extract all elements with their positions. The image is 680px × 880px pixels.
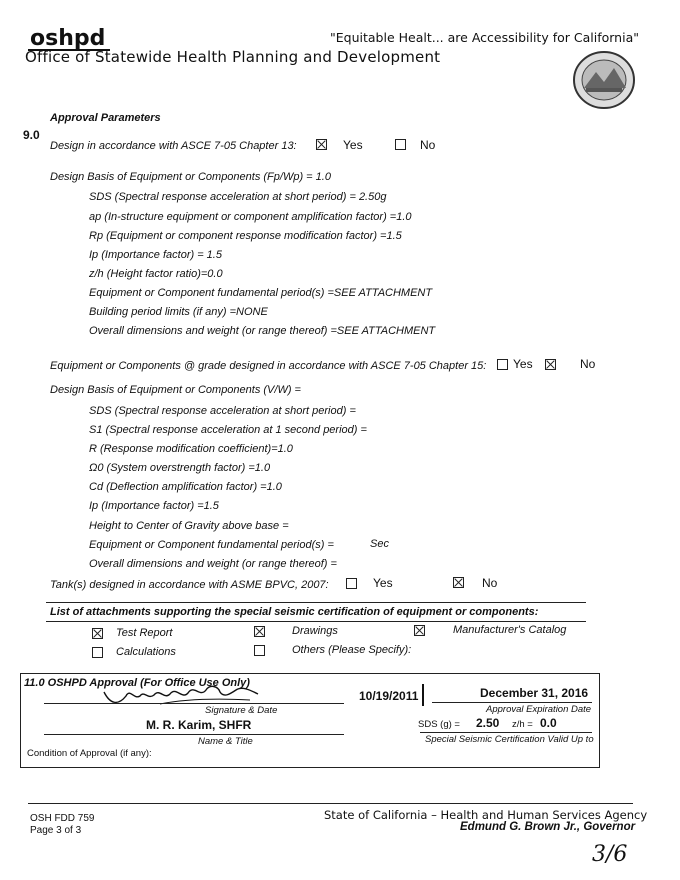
param-item: Rp (Equipment or component response modification factor) =1.5 (89, 230, 402, 242)
param-item: SDS (Spectral response acceleration at short period) = 2.50g (89, 191, 387, 203)
date-divider (422, 684, 424, 706)
vw-item: Overall dimensions and weight (or range thereof) = (89, 558, 337, 570)
catalog-label: Manufacturer's Catalog (453, 624, 567, 636)
vw-line: Design Basis of Equipment or Components (V/W) = (50, 384, 301, 396)
vw-item: S1 (Spectral response acceleration at 1 second period) = (89, 424, 367, 436)
vw-item: Equipment or Component fundamental period(s) = (89, 539, 334, 551)
tank-no-label: No (482, 576, 498, 590)
agency-name: State of California – Health and Human Services Agency (324, 808, 648, 822)
ch13-label: Design in accordance with ASCE 7-05 Chapter 13: (50, 140, 297, 152)
others-label: Others (Please Specify): (292, 644, 412, 656)
vw-item: Height to Center of Gravity above base = (89, 520, 289, 532)
vw-item: Ω0 (System overstrength factor) =1.0 (89, 462, 271, 474)
ch15-label: Equipment or Components @ grade designed in accordance with ASCE 7-05 Chapter 15: (50, 360, 487, 372)
drawings-label: Drawings (292, 625, 338, 637)
vw-item: Ip (Importance factor) =1.5 (89, 500, 219, 512)
section-number: 9.0 (23, 128, 40, 142)
tank-yes-checkbox[interactable] (346, 578, 357, 589)
drawings-checkbox[interactable] (254, 626, 265, 637)
signature-date-label: Signature & Date (205, 705, 278, 716)
tank-no-checkbox[interactable] (453, 577, 464, 588)
ch15-no-label: No (580, 357, 596, 371)
valid-rule (420, 732, 592, 733)
zh-label: z/h = (512, 719, 533, 730)
office-title: Office of Statewide Health Planning and Development (25, 48, 441, 66)
ch13-no-checkbox[interactable] (395, 139, 406, 150)
footer-rule (28, 803, 633, 804)
name-title-label: Name & Title (198, 736, 253, 747)
param-item: Equipment or Component fundamental period(s) =SEE ATTACHMENT (89, 287, 433, 299)
oshpd-approval-heading: 11.0 OSHPD Approval (For Office Use Only) (24, 677, 250, 689)
vw-item: R (Response modification coefficient)=1.0 (89, 443, 293, 455)
handwritten-page: 3/6 (592, 842, 628, 867)
sds-value: 2.50 (476, 716, 500, 730)
attachments-heading-rule (46, 621, 586, 622)
others-checkbox[interactable] (254, 645, 265, 656)
signature-rule (44, 703, 344, 704)
basis-line: Design Basis of Equipment or Components (Fp/Wp) = 1.0 (50, 171, 331, 183)
governor-name: Edmund G. Brown Jr., Governor (460, 821, 636, 833)
page-number: Page 3 of 3 (30, 825, 82, 836)
test-report-checkbox[interactable] (92, 628, 103, 639)
test-report-label: Test Report (116, 627, 173, 639)
attachments-top-rule (46, 602, 586, 603)
vw-item: Cd (Deflection amplification factor) =1.0 (89, 481, 282, 493)
name-rule (44, 734, 344, 735)
catalog-checkbox[interactable] (414, 625, 425, 636)
expiration-label: Approval Expiration Date (486, 704, 592, 715)
ch15-no-checkbox[interactable] (545, 359, 556, 370)
param-item: Overall dimensions and weight (or range thereof) =SEE ATTACHMENT (89, 325, 436, 337)
ch13-no-label: No (420, 138, 436, 152)
tank-label: Tank(s) designed in accordance with ASME BPVC, 2007: (50, 579, 329, 591)
ch15-yes-label: Yes (513, 357, 533, 371)
approval-parameters-heading: Approval Parameters (50, 112, 161, 124)
attachments-heading: List of attachments supporting the special seismic certification of equipment or components: (50, 606, 539, 618)
tagline: "Equitable Healt... are Accessibility for California" (330, 30, 639, 45)
approver-name: M. R. Karim, SHFR (146, 718, 252, 732)
zh-value: 0.0 (540, 716, 557, 730)
expiration-rule (432, 702, 592, 703)
sec-label: Sec (370, 538, 389, 550)
calculations-label: Calculations (116, 646, 176, 658)
param-item: Building period limits (if any) =NONE (89, 306, 268, 318)
tank-yes-label: Yes (373, 576, 393, 590)
valid-label: Special Seismic Certification Valid Up to (425, 734, 594, 745)
ch13-yes-label: Yes (343, 138, 363, 152)
param-item: z/h (Height factor ratio)=0.0 (89, 268, 223, 280)
state-seal-icon (572, 50, 636, 110)
condition-label: Condition of Approval (if any): (27, 748, 152, 759)
param-item: Ip (Importance factor) = 1.5 (89, 249, 222, 261)
vw-item: SDS (Spectral response acceleration at short period) = (89, 405, 356, 417)
form-number: OSH FDD 759 (30, 813, 95, 824)
ch13-yes-checkbox[interactable] (316, 139, 327, 150)
calculations-checkbox[interactable] (92, 647, 103, 658)
ch15-yes-checkbox[interactable] (497, 359, 508, 370)
approval-date: 10/19/2011 (359, 689, 419, 703)
sds-label: SDS (g) = (418, 719, 460, 730)
oshpd-logo: oshpd (30, 26, 106, 51)
param-item: ap (In-structure equipment or component amplification factor) =1.0 (89, 211, 412, 223)
expiration-date: December 31, 2016 (480, 686, 589, 700)
